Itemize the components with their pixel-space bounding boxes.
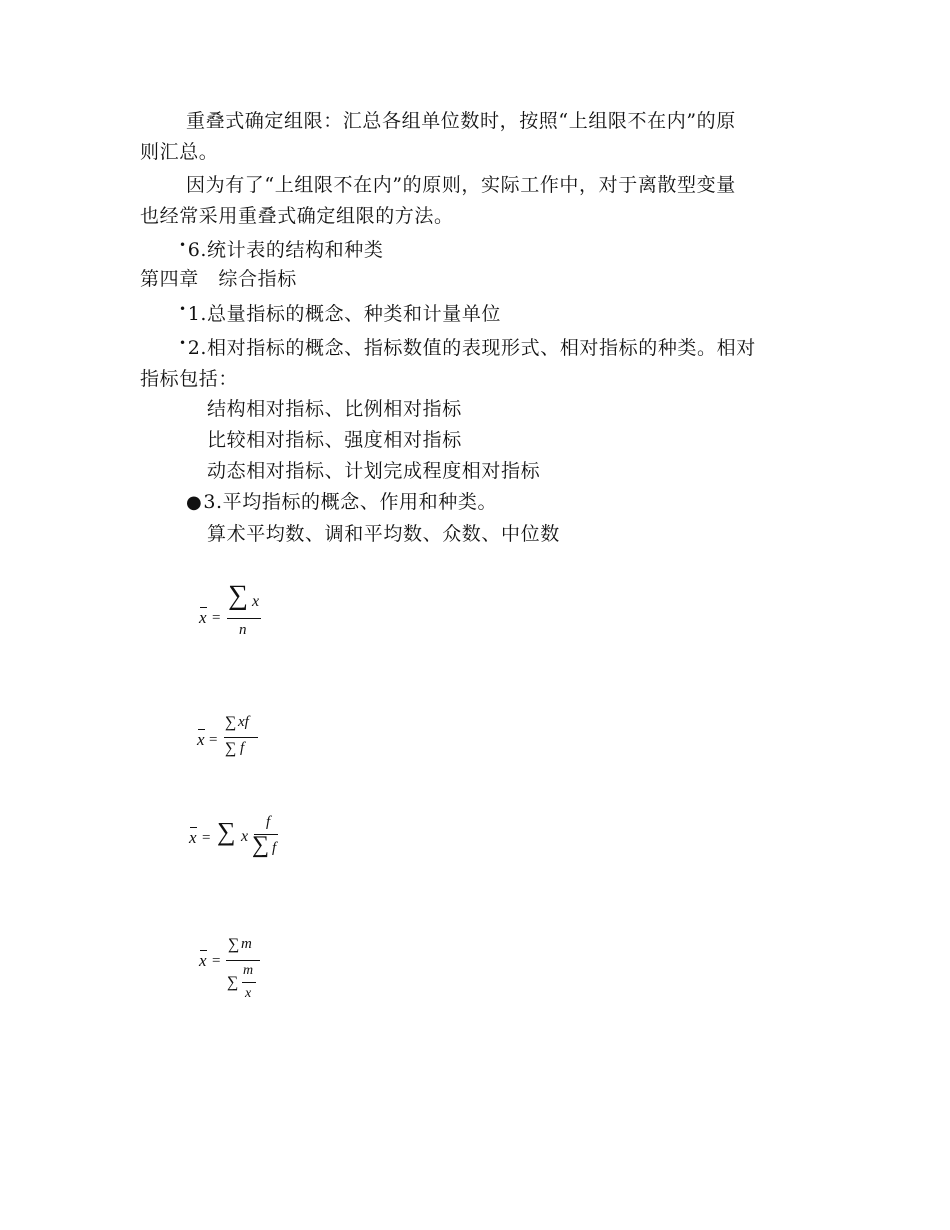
paragraph-2-line-1: 因为有了“上组限不在内”的原则，实际工作中，对于离散型变量 (186, 174, 736, 196)
sigma-icon: ∑ (252, 832, 270, 858)
chapter-heading: 第四章 综合指标 (140, 268, 297, 290)
sigma-icon: ∑ (225, 740, 237, 757)
formula-weight-form (186, 814, 294, 870)
formula-harmonic-mean (196, 936, 268, 1014)
list-item-1-text: 1.总量指标的概念、种类和计量单位 (187, 303, 502, 325)
formula-variable: x (241, 828, 249, 845)
formula-simple-mean (196, 582, 266, 646)
formula-denominator: f (240, 740, 245, 756)
fraction-bar (226, 960, 260, 961)
list-item-2-text: 2.相对指标的概念、指标数值的表现形式、相对指标的种类。相对 (187, 337, 756, 359)
sigma-icon: ∑ (217, 817, 236, 846)
list-item-1 (179, 302, 501, 326)
paragraph-2-line-2: 也经常采用重叠式确定组限的方法。 (140, 205, 454, 227)
formula-numerator: f (266, 814, 271, 830)
formula-equals: = (212, 610, 221, 626)
bullet-icon: • (179, 238, 187, 252)
paragraph-1-line-2: 则汇总。 (140, 141, 219, 163)
formula-lhs: x (189, 828, 197, 847)
list-item-3-text: 3.平均指标的概念、作用和种类。 (203, 491, 498, 513)
formula-equals: = (212, 953, 221, 969)
formula-numerator: x (252, 593, 260, 610)
averages-list: 算术平均数、调和平均数、众数、中位数 (207, 523, 560, 545)
formula-denominator: n (239, 622, 247, 638)
formula-lhs: x (199, 608, 207, 627)
sigma-icon: ∑ (227, 974, 239, 991)
relative-indicators-c: 动态相对指标、计划完成程度相对指标 (207, 460, 541, 482)
formula-denominator: f (272, 840, 277, 856)
formula-inner-numerator: m (243, 963, 254, 978)
bullet-icon: • (179, 302, 187, 316)
list-item-2-line-1 (179, 336, 756, 360)
formula-numerator: m (241, 936, 252, 952)
paragraph-1-line-1: 重叠式确定组限：汇总各组单位数时，按照“上组限不在内”的原 (186, 110, 736, 132)
formula-lhs: x (197, 730, 205, 749)
sigma-icon: ∑ (225, 714, 237, 731)
list-item-2-line-2: 指标包括： (140, 368, 239, 390)
fraction-bar (242, 982, 256, 983)
formula-equals: = (209, 732, 218, 748)
bullet-icon: • (179, 336, 187, 350)
list-item-6-text: 6.统计表的结构和种类 (187, 239, 384, 261)
formula-weighted-mean (194, 713, 266, 767)
sigma-icon: ∑ (228, 936, 240, 953)
formula-inner-denominator: x (245, 986, 252, 1001)
relative-indicators-a: 结构相对指标、比例相对指标 (207, 398, 462, 420)
fraction-bar (224, 737, 258, 738)
list-item-3 (186, 490, 497, 515)
formula-equals: = (202, 830, 211, 846)
formula-numerator: xf (238, 714, 249, 730)
list-item-6 (179, 238, 383, 262)
bullet-filled-icon: ● (186, 492, 203, 513)
relative-indicators-b: 比较相对指标、强度相对指标 (207, 429, 462, 451)
fraction-bar (227, 618, 261, 619)
sigma-icon: ∑ (228, 580, 248, 611)
formula-lhs: x (199, 951, 207, 970)
